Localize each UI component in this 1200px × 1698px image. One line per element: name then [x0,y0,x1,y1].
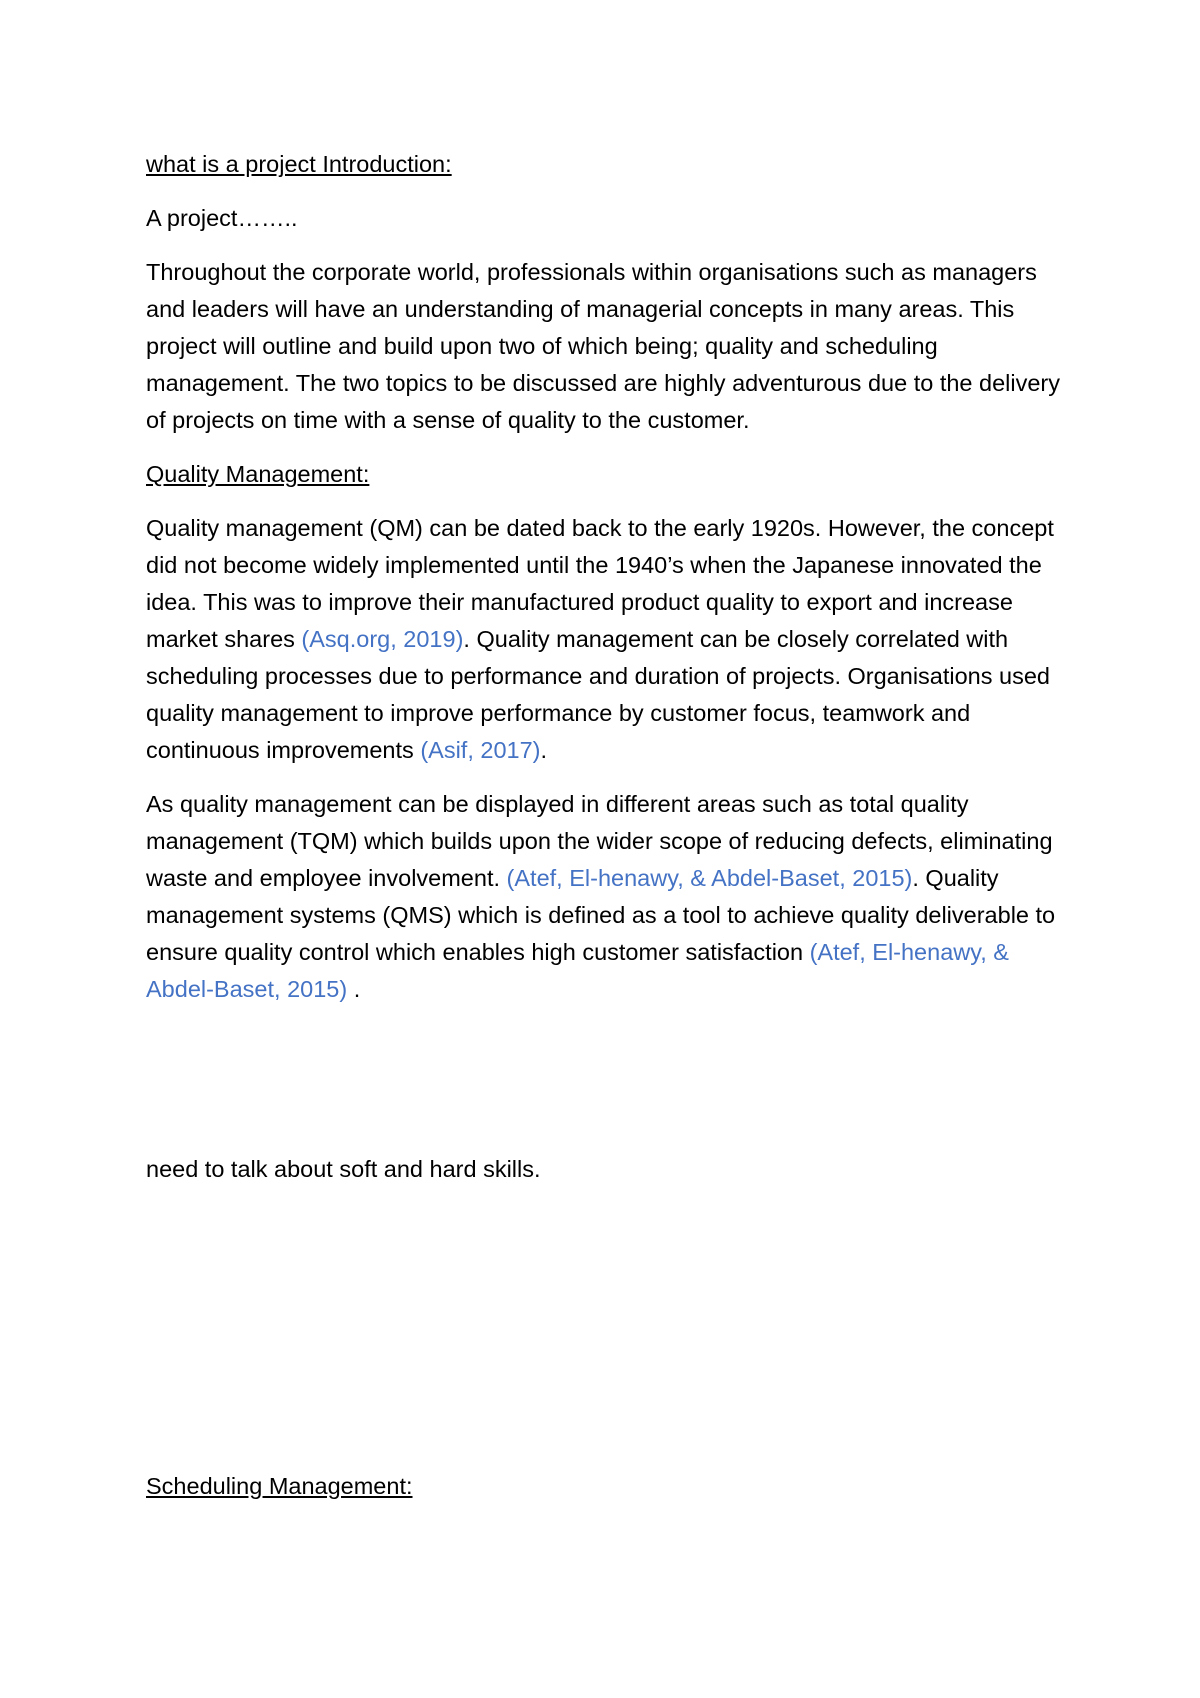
author-note: need to talk about soft and hard skills. [146,1156,541,1182]
quality-management-paragraph-2 [146,786,1066,1008]
paragraph-text: . Quality management systems (QMS) which is defined as a tool to achieve quality deliverable to ensure quality control which enables high customer satisfaction [146,865,1056,965]
citation-asif: (Asif, 2017) [420,737,541,763]
paragraph-text: As quality management can be displayed in different areas such as total quality management (TQM) which builds upon the wider scope of reducing defects, eliminating waste and employee involvement. [146,791,1053,891]
citation-asq: (Asq.org, 2019) [301,626,464,652]
citation-atef-2: (Atef, El-henawy, & Abdel-Baset, 2015) [146,939,1009,1002]
document-body [146,146,1066,1025]
quality-management-heading: Quality Management: [146,461,370,487]
intro-paragraph: Throughout the corporate world, professionals within organisations such as managers and leaders will have an understanding of managerial concepts in many areas. This project will outline and build upon two of which being; quality and scheduling management. The two topics to be discussed are highly adventurous due to the delivery of projects on time with a sense of quality to the customer. [146,259,1060,433]
paragraph-text: Quality management (QM) can be dated back to the early 1920s. However, the concept did not become widely implemented until the 1940’s when the Japanese innovated the idea. This was to improve their manufactured product quality to export and increase market shares [146,515,1054,652]
paragraph-text: . [347,976,361,1002]
paragraph-text: . [540,737,548,763]
paragraph-text: . Quality management can be closely correlated with scheduling processes due to performance and duration of projects. Organisations used quality management to improve performance by customer focus, teamwork and continuous improvements [146,626,1050,763]
scheduling-management-heading: Scheduling Management: [146,1473,413,1499]
quality-management-paragraph-1 [146,510,1066,769]
intro-lead: A project…….. [146,205,298,231]
intro-heading: what is a project Introduction: [146,151,452,177]
citation-atef-1: (Atef, El-henawy, & Abdel-Baset, 2015) [506,865,913,891]
